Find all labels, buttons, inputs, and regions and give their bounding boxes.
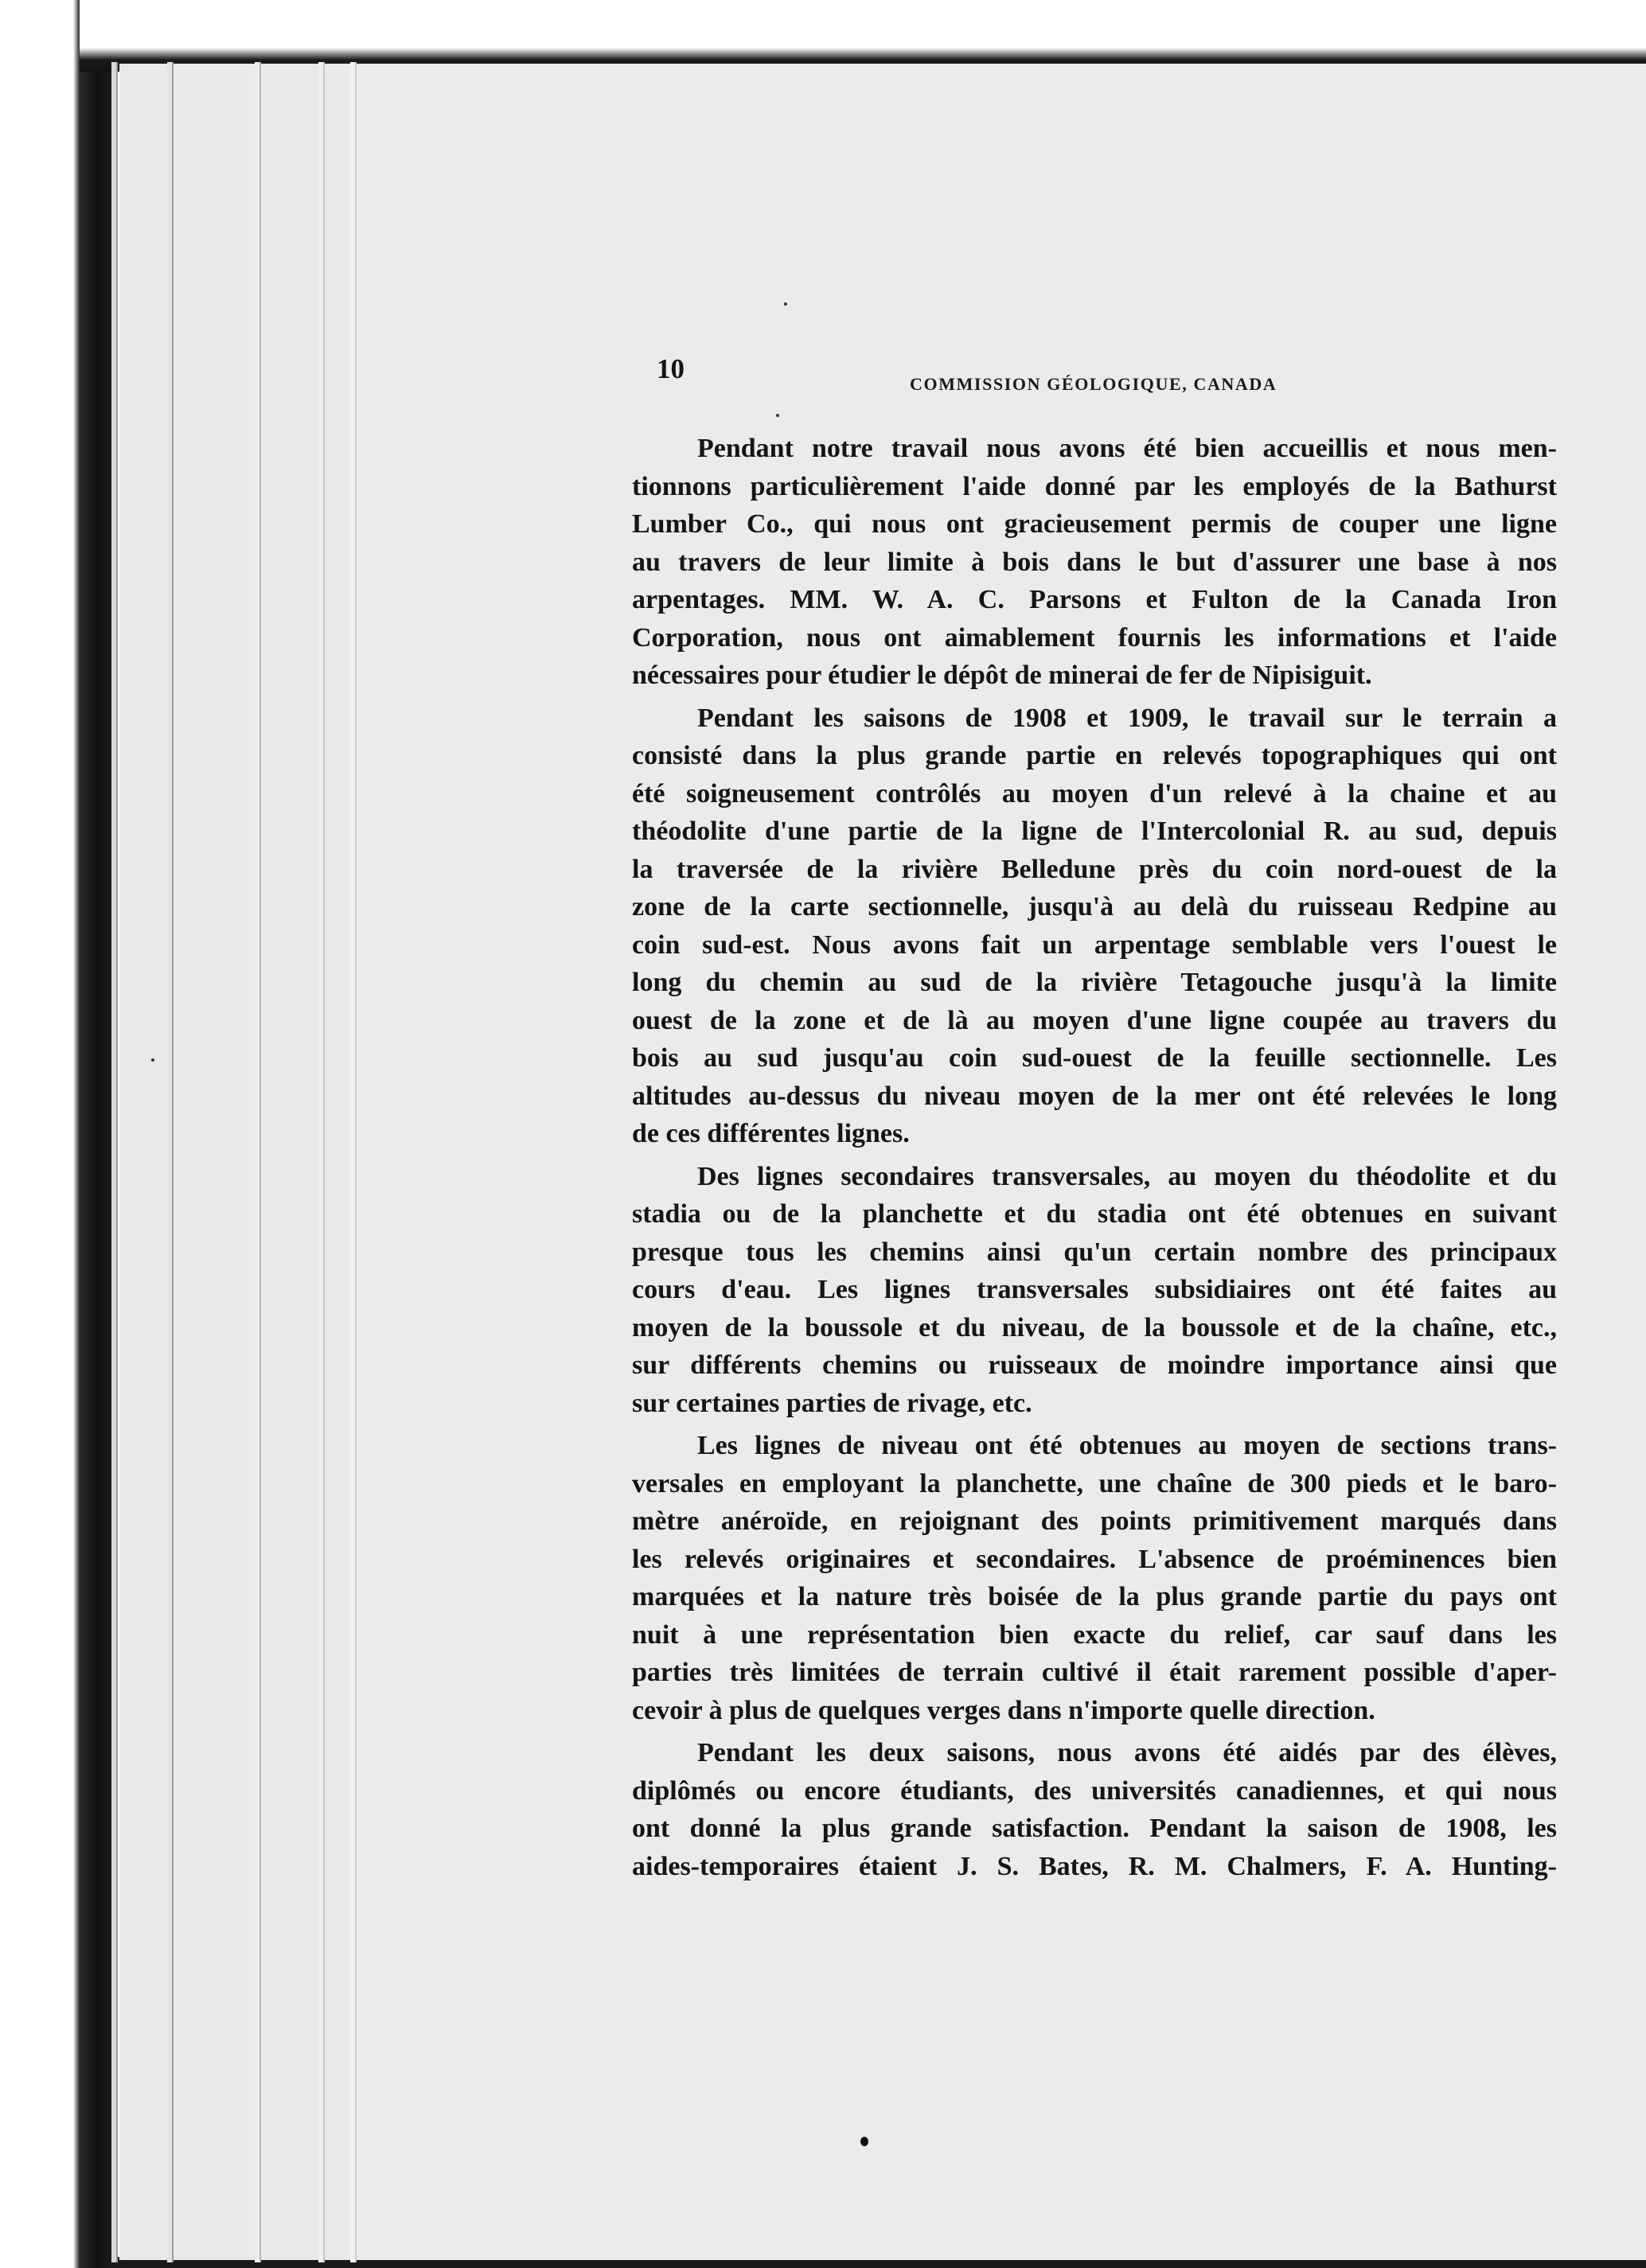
text-line: bois au sud jusqu'au coin sud-ouest de la feuille sectionnelle. Les [632, 1043, 1557, 1073]
text-line: zone de la carte sectionnelle, jusqu'à au delà du ruisseau Redpine au [632, 892, 1557, 922]
text-line: la traversée de la rivière Belledune près du coin nord-ouest de la [632, 854, 1557, 884]
text-line: moyen de la boussole et du niveau, de la boussole et de la chaîne, etc., [632, 1312, 1557, 1342]
text-line: cevoir à plus de quelques verges dans n'importe quelle direction. [632, 1695, 1375, 1725]
page-dot-mark [860, 2137, 868, 2146]
text-line: versales en employant la planchette, une chaîne de 300 pieds et le baro- [632, 1468, 1557, 1498]
text-line: cours d'eau. Les lignes transversales subsidiaires ont été faites au [632, 1275, 1557, 1304]
text-line: diplômés ou encore étudiants, des universités canadiennes, et qui nous [632, 1775, 1557, 1806]
text-line: Pendant les deux saisons, nous avons été aidés par des élèves, [697, 1738, 1557, 1767]
text-line: arpentages. MM. W. A. C. Parsons et Fulton de la Canada Iron [632, 585, 1557, 614]
body-text [632, 430, 1557, 1890]
text-line: coin sud-est. Nous avons fait un arpentage semblable vers l'ouest le [632, 929, 1557, 960]
paragraph [632, 1427, 1557, 1729]
text-line: nécessaires pour étudier le dépôt de minerai de fer de Nipisiguit. [632, 661, 1372, 690]
page-leaf-edge [167, 62, 174, 2262]
text-line: ouest de la zone et de là au moyen d'une ligne coupée au travers du [632, 1005, 1557, 1035]
text-line: Pendant les saisons de 1908 et 1909, le travail sur le terrain a [697, 703, 1557, 733]
paragraph [632, 1734, 1557, 1885]
running-head: COMMISSION GÉOLOGIQUE, CANADA [910, 374, 1277, 394]
text-line: sur différents chemins ou ruisseaux de moindre importance ainsi que [632, 1350, 1557, 1380]
text-line: les relevés originaires et secondaires. L'absence de proéminences bien [632, 1544, 1557, 1574]
page-number: 10 [657, 353, 685, 384]
text-line: stadia ou de la planchette et du stadia ont été obtenues en suivant [632, 1199, 1557, 1229]
scan-speck [776, 414, 779, 417]
text-line: au travers de leur limite à bois dans le but d'assurer une base à nos [632, 547, 1557, 577]
text-line: marquées et la nature très boisée de la plus grande partie du pays ont [632, 1582, 1557, 1611]
text-line: mètre anéroïde, en rejoignant des points primitivement marqués dans [632, 1506, 1557, 1536]
text-line: Les lignes de niveau ont été obtenues au moyen de sections trans- [697, 1431, 1557, 1460]
text-line: altitudes au-dessus du niveau moyen de la mer ont été relevées le long [632, 1081, 1557, 1111]
text-line: été soigneusement contrôlés au moyen d'un relevé à la chaine et au [632, 778, 1557, 809]
page-leaf-edge [350, 62, 357, 2262]
page-leaf-edge [318, 62, 325, 2262]
scan-border-left [0, 0, 111, 2268]
paragraph [632, 699, 1557, 1153]
text-line: aides-temporaires étaient J. S. Bates, R. M. Chalmers, F. A. Hunting- [632, 1851, 1557, 1881]
text-line: long du chemin au sud de la rivière Tetagouche jusqu'à la limite [632, 968, 1557, 997]
text-line: Corporation, nous ont aimablement fournis les informations et l'aide [632, 622, 1557, 653]
text-line: presque tous les chemins ainsi qu'un certain nombre des principaux [632, 1237, 1557, 1267]
text-line: nuit à une représentation bien exacte du relief, car sauf dans les [632, 1619, 1557, 1650]
text-line: tionnons particulièrement l'aide donné par les employés de la Bathurst [632, 471, 1557, 501]
text-line: théodolite d'une partie de la ligne de l'Intercolonial R. au sud, depuis [632, 816, 1557, 846]
paragraph [632, 430, 1557, 695]
page-leaf-edge [111, 62, 118, 2262]
text-line: de ces différentes lignes. [632, 1119, 910, 1148]
paragraph [632, 1158, 1557, 1423]
scan-speck [151, 1058, 154, 1062]
text-line: ont donné la plus grande satisfaction. Pendant la saison de 1908, les [632, 1814, 1557, 1843]
scan-speck [784, 302, 787, 306]
scan-border-top [80, 0, 1646, 72]
text-line: Lumber Co., qui nous ont gracieusement permis de couper une ligne [632, 509, 1557, 539]
text-line: Pendant notre travail nous avons été bien accueillis et nous men- [697, 434, 1557, 463]
text-line: sur certaines parties de rivage, etc. [632, 1388, 1032, 1418]
text-line: Des lignes secondaires transversales, au moyen du théodolite et du [697, 1161, 1557, 1191]
text-line: consisté dans la plus grande partie en relevés topographiques qui ont [632, 741, 1557, 770]
page-leaf-edge [255, 62, 261, 2262]
text-line: parties très limitées de terrain cultivé il était rarement possible d'aper- [632, 1658, 1557, 1687]
